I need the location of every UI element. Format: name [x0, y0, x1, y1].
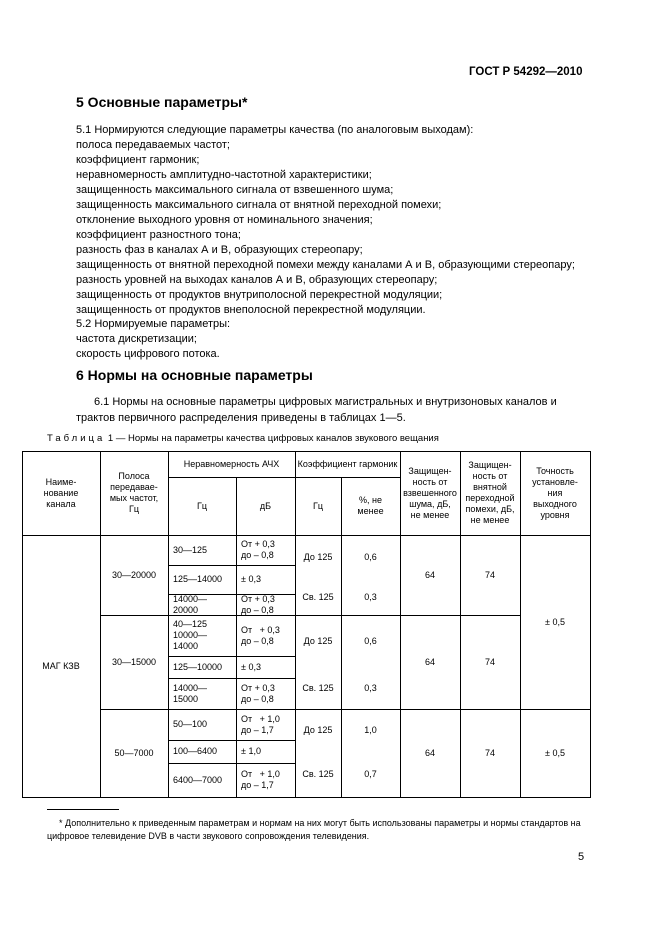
uneven-hz-cell: 40—125 10000— 14000 [173, 619, 208, 651]
accuracy-cell: ± 0,5 [545, 747, 565, 758]
uneven-db-cell: От + 0,3 до – 0,8 [241, 593, 275, 615]
uneven-db-cell: От + 0,3 до – 0,8 [241, 624, 280, 646]
header-unevenness: Неравномерность АЧХ [183, 458, 280, 469]
noise-cell: 64 [424, 656, 435, 667]
noise-cell: 64 [424, 569, 435, 580]
header-band: Полоса передавае- мых частот, Гц [109, 471, 159, 514]
harmonic-hz-cell: Св. 125 [302, 682, 334, 693]
header-hz: Гц [196, 500, 208, 511]
uneven-hz-cell: 125—14000 [173, 574, 223, 584]
uneven-hz-cell: 14000— 20000 [173, 593, 208, 615]
header-accuracy: Точность установле- ния выходного уровня [532, 465, 578, 520]
crosstalk-cell: 74 [484, 656, 495, 667]
uneven-hz-cell: 100—6400 [173, 746, 218, 756]
band-cell: 30—15000 [111, 656, 157, 667]
harmonic-hz-cell: До 125 [303, 724, 333, 735]
harmonic-hz-cell: Св. 125 [302, 768, 334, 779]
section-5-line: коэффициент гармоник; [76, 154, 200, 166]
section-5-line: защищенность от продуктов внутриполосной перекрестной модуляции; [76, 289, 443, 301]
header-harmonic-hz: Гц [312, 500, 324, 511]
page-number: 5 [578, 851, 585, 863]
section-5-line: 5.1 Нормируются следующие параметры качества (по аналоговым выходам): [76, 124, 474, 136]
uneven-db-cell: От + 1,0 до – 1,7 [241, 769, 280, 790]
header-percent: %, не менее [357, 495, 384, 516]
harmonic-hz-cell: До 125 [303, 635, 333, 646]
harmonic-pct-cell: 0,6 [364, 551, 377, 562]
section-5-line: разность фаз в каналах А и В, образующих стереопару; [76, 244, 363, 256]
harmonic-hz-cell: До 125 [303, 551, 333, 562]
section-5-line: отклонение выходного уровня от номинального значения; [76, 214, 373, 226]
noise-cell: 64 [424, 747, 435, 758]
table-caption-text: 1 — Нормы на параметры качества цифровых каналов звукового вещания [107, 433, 439, 444]
section-5-title: 5 Основные параметры* [76, 94, 248, 110]
band-cell: 50—7000 [114, 747, 154, 758]
harmonic-hz-cell: Св. 125 [302, 591, 334, 602]
footnote: * Дополнительно к приведенным параметрам и нормам на них могут быть использованы параметры и нормы стандартов на цифровое телевидение DVB в части звукового сопровождения телевидения. [47, 818, 581, 841]
header-harmonic: Коэффициент гармоник [297, 458, 398, 469]
paragraph-6-1: 6.1 Нормы на основные параметры цифровых магистральных и внутризоновых каналов и трактов первичного распределения приведены в таблицах 1—5. [76, 396, 557, 424]
harmonic-pct-cell: 0,3 [364, 682, 377, 693]
harmonic-pct-cell: 0,6 [364, 635, 377, 646]
table-caption-word: Таблица [47, 433, 106, 444]
header-db: дБ [259, 500, 272, 511]
uneven-db-cell: От + 1,0 до – 1,7 [241, 713, 280, 735]
section-5-line: защищенность от продуктов внеполосной перекрестной модуляции. [76, 304, 426, 316]
uneven-db-cell: От + 0,3 до – 0,8 [241, 539, 275, 560]
table-caption [47, 433, 439, 444]
section-5-line: коэффициент разностного тона; [76, 229, 241, 241]
uneven-db-cell: ± 1,0 [241, 746, 261, 756]
section-6-title: 6 Нормы на основные параметры [76, 367, 313, 383]
crosstalk-cell: 74 [484, 747, 495, 758]
header-channel-name: Наиме- нование канала [43, 476, 79, 509]
accuracy-cell: ± 0,5 [545, 616, 565, 627]
section-5-line: разность уровней на выходах каналов А и В, образующих стереопару; [76, 274, 438, 286]
table-border-bottom [22, 797, 591, 798]
section-5-line: скорость цифрового потока. [76, 348, 220, 360]
section-5-line: 5.2 Нормируемые параметры: [76, 318, 231, 330]
section-5-line: неравномерность амплитудно-частотной характеристики; [76, 169, 372, 181]
harmonic-pct-cell: 0,3 [364, 591, 377, 602]
section-5-line: частота дискретизации; [76, 333, 197, 345]
section-5-line: защищенность максимального сигнала от взвешенного шума; [76, 184, 394, 196]
uneven-hz-cell: 30—125 [173, 544, 208, 555]
uneven-db-cell: От + 0,3 до – 0,8 [241, 682, 275, 704]
standard-number: ГОСТ Р 54292—2010 [469, 66, 583, 78]
uneven-db-cell: ± 0,3 [241, 661, 261, 672]
section-5-line: полоса передаваемых частот; [76, 139, 230, 151]
band-cell: 30—20000 [111, 569, 157, 580]
section-5-line: защищенность максимального сигнала от внятной переходной помехи; [76, 199, 442, 211]
uneven-hz-cell: 50—100 [173, 719, 208, 729]
table-vline [590, 451, 591, 798]
crosstalk-cell: 74 [484, 569, 495, 580]
header-crosstalk: Защищен- ность от внятной переходной помехи, дБ, не менее [465, 460, 515, 525]
harmonic-pct-cell: 0,7 [364, 768, 377, 779]
uneven-hz-cell: 125—10000 [173, 661, 223, 672]
uneven-db-cell: ± 0,3 [241, 574, 261, 584]
uneven-hz-cell: 6400—7000 [173, 774, 223, 785]
header-noise: Защищен- ность от взвешенного шума, дБ, не менее [403, 465, 457, 520]
harmonic-pct-cell: 1,0 [364, 724, 377, 735]
section-5-line: защищенность от внятной переходной помехи между каналами А и В, образующими стереопару; [76, 259, 575, 271]
channel-name: МАГ КЗВ [42, 660, 80, 671]
uneven-hz-cell: 14000— 15000 [173, 682, 208, 704]
footnote-separator [47, 809, 119, 810]
